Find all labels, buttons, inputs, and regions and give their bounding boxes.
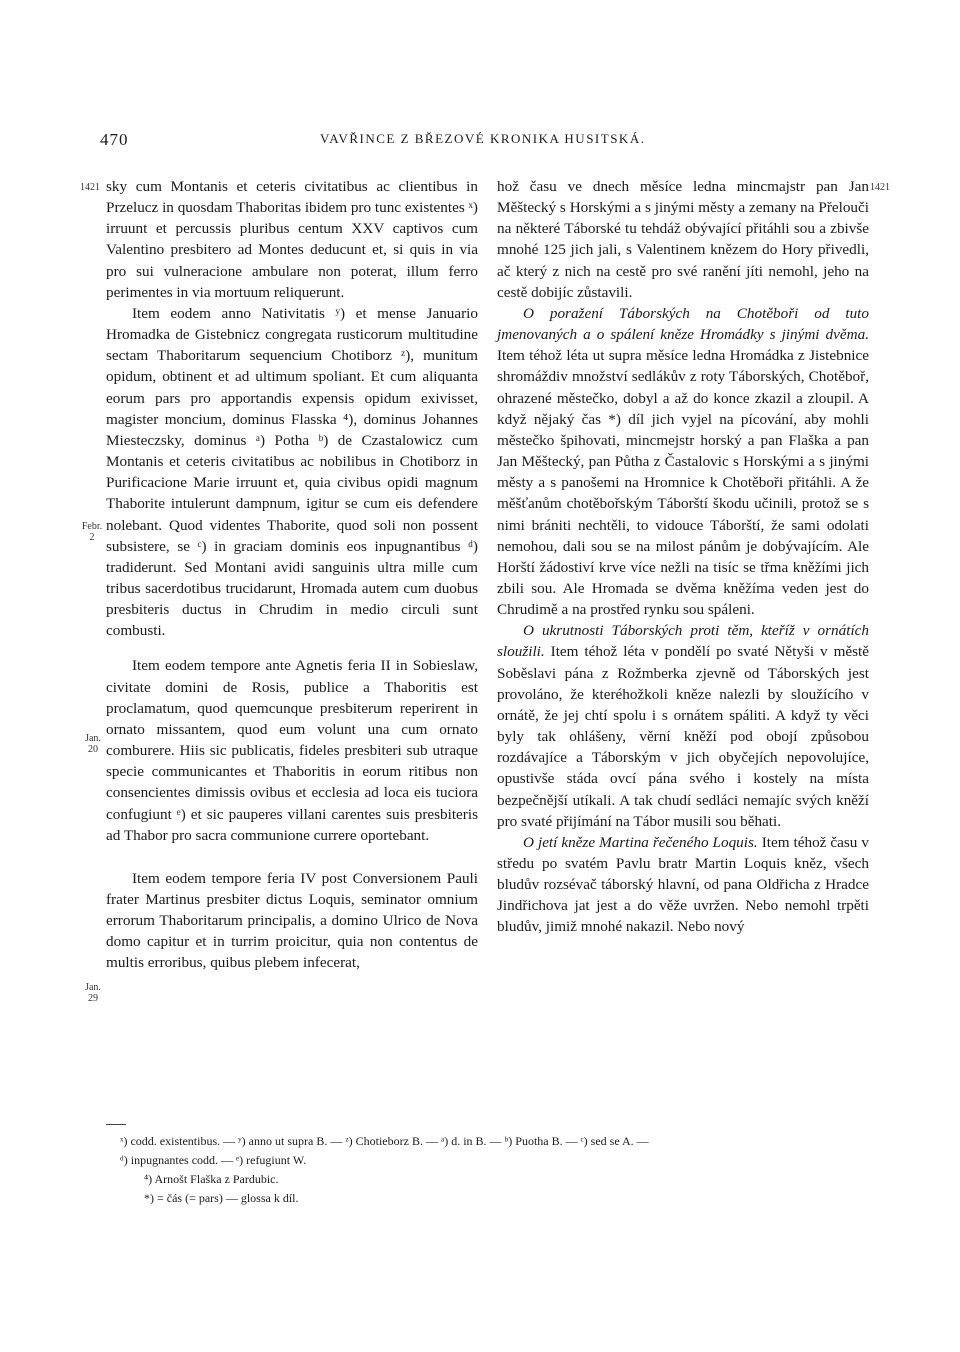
latin-paragraph-3: Item eodem tempore ante Agnetis feria II in Sobieslaw, civitate domini de Rosis, publice a Thaboritis est proclamatum, quod quemcunque presbiterum reperirent in ornato missantem, quod eum volunt una cum ornato comburere. Hiis sic publicatis, fideles presbiteri sub utraque specie communicantes et Thaboritis in eorum ritibus non consencientes dimissis ovibus et ecclesia ad loca eis tuciora confugiunt ᵉ) et sic pauperes villani carentes suis presbiteris ad Thabor pro sacra communione currere oportebant. [106, 657, 478, 844]
latin-column [106, 176, 478, 974]
czech-paragraph-1: hož času ve dnech měsíce ledna mincmajstr pan Jan Měštecký s Horskými a s jinými městy a zemany na Přelouči na některé Táborské tu tehdáž obývající přitáhli sou a zbivše mnohé 125 jich jali, s Valentinem knězem do Hory přivedli, ač který z nich na cestě pro své ranění jíti nemohl, jeho na cestě dobijíc zůstavili. [497, 178, 869, 301]
latin-paragraph-4: Item eodem tempore feria IV post Conversionem Pauli frater Martinus presbiter dictus Loquis, seminator omnium errorum Thaboritarum principalis, a domino Ulrico de Nova domo capitur et in turrim proicitur, quia non contentus de multis erroribus, quibus plebem infecerat, [106, 869, 478, 972]
running-title: VAVŘINCE Z BŘEZOVÉ KRONIKA HUSITSKÁ. [320, 131, 646, 146]
footnote-line-1: ˣ) codd. existentibus. — ʸ) anno ut supra B. — ᶻ) Chotieborz B. — ᵃ) d. in B. — ᵇ) Puotha B. — ᶜ) sed se A. — [120, 1134, 649, 1148]
latin-paragraph-1: sky cum Montanis et ceteris civitatibus ac clientibus in Przelucz in quosdam Thaboritas ibidem pro tunc existentes ˣ) irruunt et percussis pluribus centum XXV captivos cum Valentino presbitero ad Montes deducunt et, si quis in via pro sui vulneracione ambulare non poterat, illum ferro perimentes in via mortuum reliquerunt. [106, 178, 478, 301]
footnotes [120, 1132, 880, 1208]
czech-paragraph-3 [497, 620, 869, 832]
footnote-divider [106, 1124, 126, 1125]
czech-paragraph-4 [497, 832, 869, 938]
footnote-line-4: *) = čás (= pars) — glossa k díl. [144, 1191, 299, 1205]
czech-heading-2: O poražení Táborských na Chotěboři od tuto jmenovaných a o spálení kněze Hromádky s jinými dvěma. [497, 304, 869, 344]
latin-paragraph-2: Item eodem anno Nativitatis ʸ) et mense Januario Hromadka de Gistebnicz congregata rusticorum multitudine sectam Thaboritarum sequencium Chotiborz ᶻ), munitum opidum, obtinent et ad ultimum spoliant. Et cum aliquanta eorum pars pro apportandis expensis opidum exivisset, magister moncium, dominus Flasska ⁴), dominus Johannes Miesteczsky, dominus ᵃ) Potha ᵇ) de Czastalowicz cum Montanis et ceteris civitatibus ac nobilibus in Chotiborz in Purificacione Marie irruunt et, quia civibus opidi magnum Thaborite intulerunt dampnum, igitur se cum eis defendere nolebant. Quod videntes Thaborite, quod soli non possent subsistere, se ᶜ) in graciam dominis eos inpugnantibus ᵈ) tradiderunt. Sed Montani avidi sanguinis ultra mille cum tribus sacerdotibus trucidarunt, Hromada autem cum duobus presbiteris ductus in Chrudim in medio circuli sunt combusti. [106, 304, 478, 640]
czech-text-3: Item téhož léta v pondělí po svaté Nětyši v městě Soběslavi pána z Rožmberka zjevně od Táborských jest provoláno, že kteréhožkoli kněze nalezli by sloužícího v ornátě, že jej chtí spolu i s ornátem spáliti. A když ty věci byly tak ohlášeny, věrní kněží pod obojí způsobou rozdávajíce a Táborským v jich obyčejích nepovolujíce, opustivše stáda ovcí pána svého i kostely na místa bezpečnější utíkali. A tak chudí sedláci nemajíc svých kněží pro svaté přijímání na Tábor musili sou běhati. [497, 643, 869, 830]
czech-text-4: Item téhož času v středu po svatém Pavlu bratr Martin Loquis kněz, všech bludův rozsévač táborský hlavní, od pana Oldřicha z Hradce Jindřichova jat jest a do věže uvržen. Nebo nemohl trpěti bludův, jimiž mnohé nakazil. Nebo nový [497, 833, 869, 936]
margin-year-left: 1421 [80, 182, 100, 193]
margin-date-jan29: Jan. 29 [85, 982, 101, 1004]
footnote-line-2: ᵈ) inpugnantes codd. — ᵉ) refugiunt W. [120, 1153, 307, 1167]
page-number: 470 [100, 130, 129, 149]
czech-heading-3: O ukrutnosti Táborských proti těm, kteříž v ornátích sloužili. [497, 622, 869, 661]
margin-date-febr: Febr. 2 [81, 521, 103, 543]
czech-text-2: Item téhož léta ut supra měsíce ledna Hromádka z Jistebnice shromáždiv množství sedlákův z roty Táborských, Chotěboř, ohrazené městečko, dobyl a až do konce zkazil a zloupil. A když nějaký čas *) díl jich vyjel na pícování, aby mohli městečko špihovati, mincmejstr horský a pan Flaška a pan Jan Měštecký, pan Půtha z Častalovic s Horskými a s jinými městy a s panošemi na Hromnice k Chotěboři přitáhli. A že měšťanům chotěbořským Táborští škodu učinili, protož se s nimi brániti nechtěli, to vidouce Táborští, že sami odolati nemohou, dali sou se na milost pánům je dobývajícím. Ale Horští žádostiví krve více nežli na tisíc se třma kněžími jich zbili sou. Ale Hromada se dvěma kněžíma veden jest do Chrudimě a na prostřed rynku sou spáleni. [497, 347, 869, 619]
czech-paragraph-2 [497, 303, 869, 620]
margin-year-right: 1421 [870, 182, 890, 193]
czech-heading-4: O jetí kněze Martina řečeného Loquis. [523, 833, 758, 851]
margin-date-jan20: Jan. 20 [85, 733, 101, 755]
czech-column [497, 176, 869, 938]
footnote-line-3: ⁴) Arnošt Flaška z Pardubic. [144, 1172, 279, 1186]
